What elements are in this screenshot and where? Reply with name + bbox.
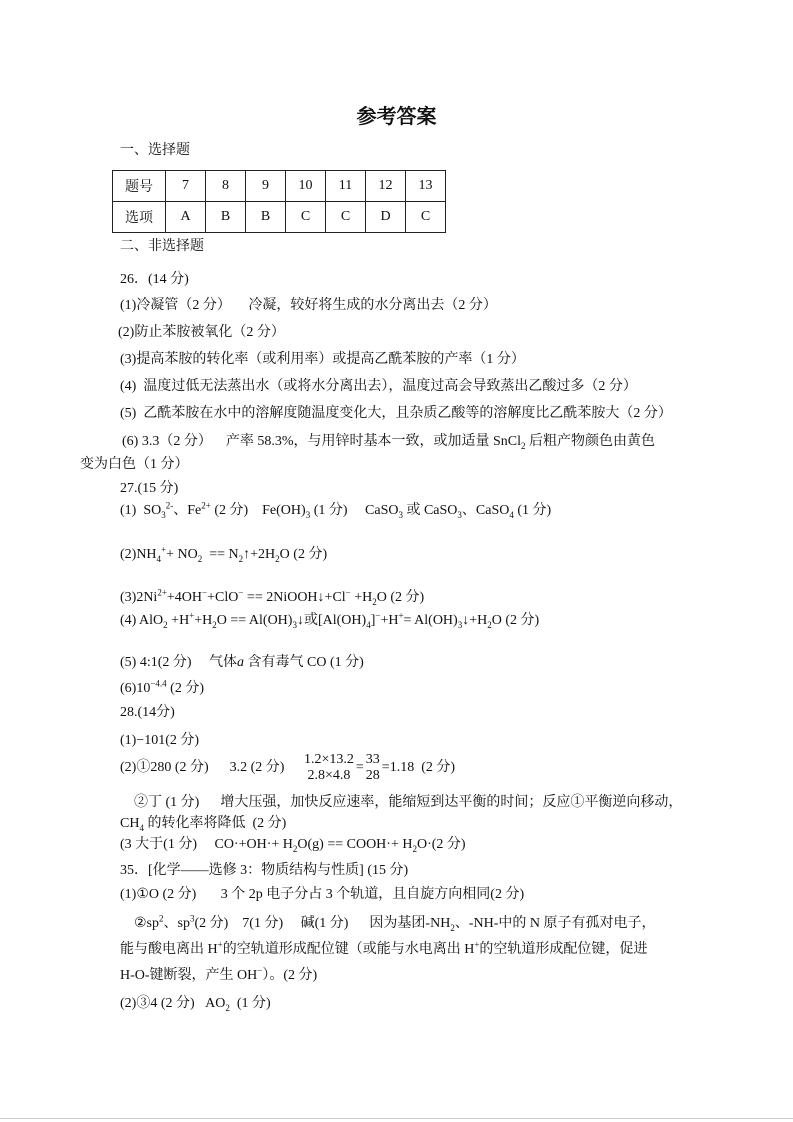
text-run: ] <box>370 613 376 628</box>
subscript: 4 <box>509 509 514 520</box>
text-run: 的转化率将降低 (2 分) <box>143 816 287 831</box>
answer-line <box>120 654 364 672</box>
subscript: 2 <box>212 619 217 630</box>
subscript: 2 <box>238 553 244 564</box>
text-run: 27.(15 分) <box>120 481 179 496</box>
answer-line <box>120 886 524 904</box>
superscript: 2- <box>165 500 174 511</box>
text-run: O == Al(OH) <box>216 613 293 628</box>
fraction <box>304 752 354 783</box>
text-run: 或 CaSO <box>402 503 458 518</box>
superscript: − <box>238 587 244 598</box>
text-run: ↑+2H <box>243 547 276 562</box>
text-run: (4) 温度过低无法蒸出水（或将水分离出去），温度过高会导致蒸出乙酸过多（2 分） <box>120 379 637 394</box>
text-run: (3)提高苯胺的转化率（或利用率）或提高乙酰苯胺的产率（1 分） <box>120 352 525 367</box>
answer-line <box>120 704 175 722</box>
text-run: O(g) == COOH·+ H <box>297 837 413 852</box>
text-run: O (2 分) <box>279 547 328 562</box>
page-title: 参考答案 <box>356 106 437 128</box>
superscript: − <box>375 610 381 621</box>
answer-line <box>120 815 286 833</box>
table-row-answers <box>113 202 446 233</box>
subscript: 4 <box>139 822 144 833</box>
answer-line <box>120 732 199 750</box>
table-cell: 13 <box>406 171 446 202</box>
superscript: − <box>202 587 208 598</box>
answer-line <box>120 612 539 630</box>
answer-line <box>120 297 497 315</box>
text-run: H-O-键断裂，产生 OH <box>120 968 258 983</box>
table-cell: B <box>206 202 246 233</box>
answer-line <box>120 405 672 423</box>
row-header: 题号 <box>113 171 166 202</box>
superscript: − <box>345 587 351 598</box>
text-run: 的空轨道形成配位键（或能与水电离出 H <box>222 942 475 957</box>
table-cell: A <box>166 202 206 233</box>
text-run: (2)NH <box>120 547 157 562</box>
text-run: 变为白色（1 分） <box>80 457 189 472</box>
answer-line <box>120 862 408 880</box>
answer-line <box>134 794 682 812</box>
text-run: O·(2 分) <box>416 837 466 852</box>
page-edge <box>0 1118 793 1119</box>
section-heading-nonchoice: 二、非选择题 <box>120 239 204 254</box>
table-cell: 8 <box>206 171 246 202</box>
text-run: 35．[化学——选修 3：物质结构与性质] (15 分) <box>120 863 409 878</box>
answer-table <box>112 170 446 233</box>
fraction-denominator: 28 <box>365 768 380 784</box>
subscript: 3 <box>398 509 403 520</box>
subscript: 2 <box>487 619 492 630</box>
text-run: = Al(OH) <box>403 613 458 628</box>
answer-line <box>120 752 455 784</box>
subscript: 2 <box>225 1002 230 1013</box>
text-run: ②丁 (1 分) 增大压强，加快反应速率，能缩短到达平衡的时间；反应①平衡逆向移动， <box>134 795 683 810</box>
text-run: CH <box>120 816 140 831</box>
answer-line <box>118 324 285 342</box>
text-run: 、-NH-中的 N 原子有孤对电子， <box>454 916 656 931</box>
table-cell: B <box>246 202 286 233</box>
text-run: (6) 3.3（2 分） 产率 58.3%，与用锌时基本一致，或加适量 SnCl <box>122 434 521 449</box>
text-run: O (2 分) <box>376 590 425 605</box>
text-run: 、CaSO <box>461 503 510 518</box>
table-row-numbers <box>113 171 446 202</box>
fraction <box>366 752 380 783</box>
text-run: (2 分) <box>166 681 204 696</box>
subscript: 2 <box>197 553 203 564</box>
fraction-numerator: 1.2×13.2 <box>303 752 354 768</box>
text-run: == N <box>202 547 239 562</box>
subscript: 2 <box>372 596 377 607</box>
text-run: 的空轨道形成配位键，促进 <box>479 942 648 957</box>
table-cell: 12 <box>366 171 406 202</box>
text-run: +ClO <box>207 590 239 605</box>
answer-line <box>120 967 317 985</box>
answer-line <box>120 351 525 369</box>
subscript: 4 <box>366 619 371 630</box>
superscript: 2+ <box>201 500 211 511</box>
subscript: 3 <box>292 619 297 630</box>
text-run: ）。(2 分) <box>262 968 318 983</box>
superscript: −4.4 <box>150 678 167 689</box>
answer-line <box>120 502 551 520</box>
subscript: 2 <box>521 440 526 451</box>
answer-line <box>120 480 178 498</box>
text-run: (1)冷凝管（2 分） 冷凝，较好将生成的水分离出去（2 分） <box>120 298 497 313</box>
table-cell: 11 <box>326 171 366 202</box>
text-run: == 2NiOOH↓+Cl <box>243 590 346 605</box>
text-run: = <box>355 760 364 775</box>
text-run: (3)2Ni <box>120 590 158 605</box>
text-run: (1 分) <box>513 503 552 518</box>
text-run: + NO <box>166 547 198 562</box>
answer-line <box>122 433 655 451</box>
superscript: 2 <box>159 913 164 924</box>
text-run: 能与酸电离出 H <box>120 942 218 957</box>
subscript: 3 <box>457 619 463 630</box>
text-run: (1) SO <box>120 503 162 518</box>
answer-line <box>80 456 189 474</box>
answer-line <box>120 378 637 396</box>
answer-line <box>120 836 466 854</box>
text-run: 、Fe <box>173 503 202 518</box>
text-run: (2)防止苯胺被氧化（2 分） <box>118 325 285 340</box>
table-cell: C <box>286 202 326 233</box>
text-run: 、sp <box>163 916 190 931</box>
text-run: +H <box>167 613 190 628</box>
table-cell: 10 <box>286 171 326 202</box>
text-run: 含有毒气 CO (1 分) <box>244 655 364 670</box>
fraction-numerator: 33 <box>365 752 380 768</box>
row-header: 选项 <box>113 202 166 233</box>
text-run: (2 分) Fe(OH) <box>210 503 306 518</box>
subscript: 3 <box>305 509 311 520</box>
text-run: (1 分) CaSO <box>310 503 399 518</box>
text-run: (4) AlO <box>120 613 164 628</box>
superscript: 3 <box>189 913 195 924</box>
superscript: + <box>217 939 223 950</box>
text-run: =1.18 (2 分) <box>381 760 456 775</box>
text-run: +H <box>194 613 213 628</box>
superscript: + <box>398 610 404 621</box>
table-cell: C <box>326 202 366 233</box>
text-run: +H <box>380 613 399 628</box>
answer-line <box>134 915 655 933</box>
text-run: (3 大于(1 分) CO·+OH·+ H <box>120 837 293 852</box>
subscript: 2 <box>292 843 298 854</box>
subscript: 2 <box>275 553 280 564</box>
superscript: + <box>189 610 195 621</box>
table-cell: C <box>406 202 446 233</box>
text-run: (1 分) <box>229 996 271 1011</box>
text-run: (1)−101(2 分) <box>120 733 200 748</box>
text-run: (2)①280 (2 分) 3.2 (2 分) <box>120 760 302 775</box>
text-run: 26．(14 分) <box>120 272 189 287</box>
text-run: ↓+H <box>462 613 488 628</box>
text-run: O (2 分) <box>491 613 540 628</box>
subscript: 2 <box>412 843 417 854</box>
text-run: (5) 4:1(2 分) 气体 <box>120 655 238 670</box>
subscript: 4 <box>156 553 162 564</box>
text-run: a <box>237 655 245 670</box>
superscript: 2+ <box>157 587 167 598</box>
text-run: +H <box>350 590 373 605</box>
table-cell: D <box>366 202 406 233</box>
text-run: +4OH <box>166 590 203 605</box>
text-run: (2 分) 7(1 分) 碱(1 分) 因为基团-NH <box>194 916 451 931</box>
text-run: 后粗产物颜色由黄色 <box>525 434 655 449</box>
answer-line <box>120 941 647 959</box>
text-run: (2)③4 (2 分) AO <box>120 996 226 1011</box>
superscript: + <box>474 939 480 950</box>
answer-line <box>120 680 204 698</box>
subscript: 2 <box>450 922 455 933</box>
table-cell: 7 <box>166 171 206 202</box>
subscript: 2 <box>163 619 168 630</box>
table-cell: 9 <box>246 171 286 202</box>
answer-line <box>120 589 424 607</box>
subscript: 3 <box>161 509 166 520</box>
subscript: 3 <box>457 509 462 520</box>
fraction-denominator: 2.8×4.8 <box>307 768 351 784</box>
text-run: 28.(14分) <box>120 705 175 720</box>
section-heading-choice: 一、选择题 <box>120 143 190 158</box>
text-run: ↓或[Al(OH) <box>296 613 367 628</box>
answer-line <box>120 271 189 289</box>
superscript: − <box>257 965 263 976</box>
text-run: (6)10 <box>120 681 151 696</box>
text-run: ②sp <box>134 916 159 931</box>
text-run: (5) 乙酰苯胺在水中的溶解度随温度变化大，且杂质乙酸等的溶解度比乙酰苯胺大（2 分） <box>120 406 672 421</box>
answer-line <box>120 995 271 1013</box>
answer-line <box>120 546 327 564</box>
superscript: + <box>161 544 167 555</box>
text-run: (1)①O (2 分) 3 个 2p 电子分占 3 个轨道，且自旋方向相同(2 分) <box>120 887 525 902</box>
